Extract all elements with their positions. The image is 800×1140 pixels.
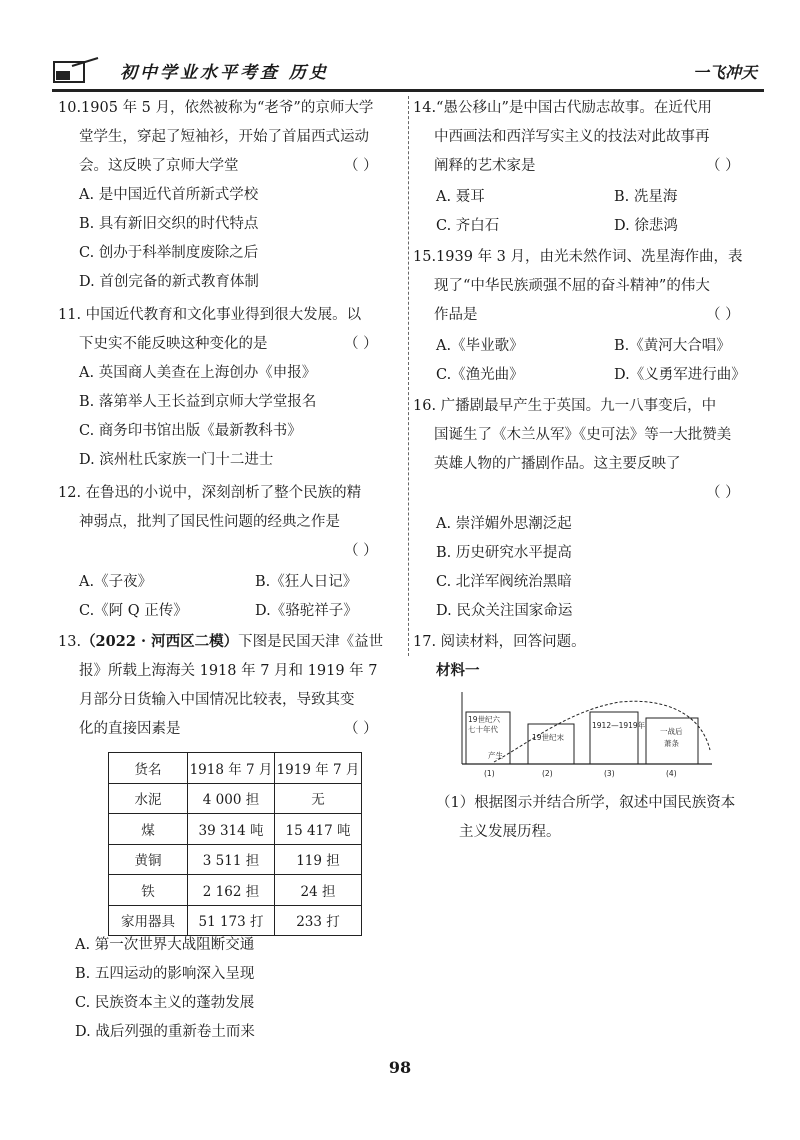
table-cell: 39 314 吨 <box>188 814 275 845</box>
q17-material-label: 材料一 <box>436 662 480 679</box>
q10-option-d: D. 首创完备的新式教育体制 <box>79 274 259 290</box>
page-number: 98 <box>388 1058 412 1077</box>
q11-option-c: C. 商务印书馆出版《最新教科书》 <box>79 423 302 439</box>
table-header-cell: 1919 年 7 月 <box>275 753 362 784</box>
table-cell: 15 417 吨 <box>275 814 362 845</box>
q11-option-b: B. 落第举人王长益到京师大学堂报名 <box>79 394 317 410</box>
q13-option-b: B. 五四运动的影响深入呈现 <box>75 966 255 982</box>
q10-option-a: A. 是中国近代首所新式学校 <box>79 187 259 203</box>
table-cell: 4 000 担 <box>188 783 275 814</box>
q13-option-c: C. 民族资本主义的蓬勃发展 <box>75 995 255 1011</box>
table-cell: 51 173 打 <box>188 905 275 936</box>
q13-source: （2022 · 河西区二模） <box>81 633 239 650</box>
diagram-label-late19: 19世纪末 <box>532 733 565 742</box>
q10-option-b: B. 具有新旧交织的时代特点 <box>79 216 259 232</box>
q17-sub1-line2: 主义发展历程。 <box>459 824 561 840</box>
q11-answer-paren: （ ） <box>344 336 378 352</box>
diagram-label-box1-line2: 七十年代 <box>468 725 498 734</box>
q15-stem-line2: 现了“中华民族顽强不屈的奋斗精神”的伟大 <box>434 278 710 294</box>
q11-option-d: D. 滨州杜氏家族一门十二进士 <box>79 452 274 468</box>
table-cell: 24 担 <box>275 875 362 906</box>
header-slogan: 一飞冲天 <box>692 63 757 82</box>
diagram-stage-number: (3) <box>604 769 615 778</box>
q15-option-a: A.《毕业歌》 <box>436 338 524 354</box>
q13-option-a: A. 第一次世界大战阻断交通 <box>75 937 255 953</box>
q15-stem-line3: 作品是 <box>434 307 478 323</box>
table-cell: 233 打 <box>275 905 362 936</box>
table-row <box>109 875 362 906</box>
header-logo-icon <box>52 56 100 86</box>
q14-option-a: A. 聂耳 <box>436 189 485 205</box>
q15-option-b: B.《黄河大合唱》 <box>614 338 731 354</box>
q11-option-a: A. 英国商人美查在上海创办《申报》 <box>79 365 317 381</box>
q16-option-d: D. 民众关注国家命运 <box>436 603 573 619</box>
table-row <box>109 783 362 814</box>
q11-stem-line1: 11. 中国近代教育和文化事业得到很大发展。以 <box>58 307 362 323</box>
q11-stem-line2: 下史实不能反映这种变化的是 <box>79 336 268 352</box>
header-rule <box>52 89 764 92</box>
table-cell: 铁 <box>109 875 188 906</box>
q10-stem-line3: 会。这反映了京师大学堂 <box>79 158 239 174</box>
diagram-label-depression: 萧条 <box>664 739 679 748</box>
q14-option-d: D. 徐悲鸿 <box>614 218 678 234</box>
stage-box-2 <box>528 724 574 764</box>
q14-option-c: C. 齐白石 <box>436 218 500 234</box>
page-header <box>52 52 757 90</box>
q13-answer-paren: （ ） <box>344 721 378 737</box>
q12-option-c: C.《阿 Q 正传》 <box>79 603 188 619</box>
q13-stem-line2: 报》所载上海海关 1918 年 7 月和 1919 年 7 <box>79 663 378 679</box>
table-header-cell: 1918 年 7 月 <box>188 753 275 784</box>
q17-stem: 17. 阅读材料，回答问题。 <box>413 634 586 650</box>
q10-option-c: C. 创办于科举制度废除之后 <box>79 245 259 261</box>
q14-stem-line3: 阐释的艺术家是 <box>434 158 536 174</box>
q13-stem-line3: 月部分日货输入中国情况比较表，导致其变 <box>79 692 355 708</box>
table-cell: 黄铜 <box>109 844 188 875</box>
q12-option-d: D.《骆驼祥子》 <box>255 603 358 619</box>
q15-stem-line1: 15.1939 年 3 月，由光未然作词、冼星海作曲，表 <box>413 249 743 265</box>
q12-stem-line1: 12. 在鲁迅的小说中，深刻剖析了整个民族的精 <box>58 485 362 501</box>
table-cell: 水泥 <box>109 783 188 814</box>
table-cell: 2 162 担 <box>188 875 275 906</box>
diagram-stage-number: (1) <box>484 769 495 778</box>
q14-answer-paren: （ ） <box>706 158 740 174</box>
diagram-label-box1-line1: 19世纪六 <box>468 715 501 724</box>
table-header-row <box>109 753 362 784</box>
q16-stem-line2: 国诞生了《木兰从军》《史可法》等一大批赞美 <box>434 427 732 443</box>
table-header-cell: 货名 <box>109 753 188 784</box>
q17-sub1-line1: （1）根据图示并结合所学，叙述中国民族资本 <box>436 795 736 811</box>
q16-stem-line1: 16. 广播剧最早产生于英国。九一八事变后，中 <box>413 398 717 414</box>
q13-stem-line4: 化的直接因素是 <box>79 721 181 737</box>
diagram-stage-number: (4) <box>666 769 677 778</box>
q13-stem-line1 <box>58 632 383 652</box>
table-cell: 煤 <box>109 814 188 845</box>
q13-option-d: D. 战后列强的重新卷土而来 <box>75 1024 255 1040</box>
q14-stem-line2: 中西画法和西洋写实主义的技法对此故事再 <box>434 129 710 145</box>
q12-stem-line2: 神弱点，批判了国民性问题的经典之作是 <box>79 514 340 530</box>
table-cell: 无 <box>275 783 362 814</box>
q12-answer-paren: （ ） <box>344 543 378 559</box>
trade-comparison-table <box>108 752 362 936</box>
table-row <box>109 814 362 845</box>
table-row <box>109 905 362 936</box>
q14-stem-line1: 14.“愚公移山”是中国古代励志故事。在近代用 <box>413 100 712 116</box>
column-divider <box>408 96 409 656</box>
q15-option-c: C.《渔光曲》 <box>436 367 524 383</box>
q12-option-b: B.《狂人日记》 <box>255 574 358 590</box>
q10-stem-line1: 10.1905 年 5 月，依然被称为“老爷”的京师大学 <box>58 100 374 116</box>
diagram-stage-number: (2) <box>542 769 553 778</box>
table-cell: 家用器具 <box>109 905 188 936</box>
diagram-label-1912-1919: 1912—1919年 <box>592 721 646 730</box>
q13-number: 13. <box>58 634 82 650</box>
diagram-label-produce: 产生 <box>488 751 503 760</box>
q16-option-c: C. 北洋军阀统治黑暗 <box>436 574 572 590</box>
q14-option-b: B. 冼星海 <box>614 189 678 205</box>
q16-answer-paren: （ ） <box>706 485 740 501</box>
q16-option-a: A. 崇洋媚外思潮泛起 <box>436 516 572 532</box>
header-title: 初中学业水平考查 历史 <box>120 63 329 83</box>
table-row <box>109 844 362 875</box>
q12-option-a: A.《子夜》 <box>79 574 153 590</box>
q10-stem-line2: 堂学生，穿起了短袖衫，开始了首届西式运动 <box>79 129 369 145</box>
diagram-label-postwar: 一战后 <box>660 727 683 736</box>
capitalism-development-diagram <box>460 690 720 782</box>
q15-answer-paren: （ ） <box>706 307 740 323</box>
q10-answer-paren: （ ） <box>344 158 378 174</box>
table-cell: 119 担 <box>275 844 362 875</box>
q15-option-d: D.《义勇军进行曲》 <box>614 367 746 383</box>
stage-box-3 <box>590 712 638 764</box>
q13-stem-text: 下图是民国天津《益世 <box>238 634 384 650</box>
q16-option-b: B. 历史研究水平提高 <box>436 545 572 561</box>
q16-stem-line3: 英雄人物的广播剧作品。这主要反映了 <box>434 456 681 472</box>
table-cell: 3 511 担 <box>188 844 275 875</box>
